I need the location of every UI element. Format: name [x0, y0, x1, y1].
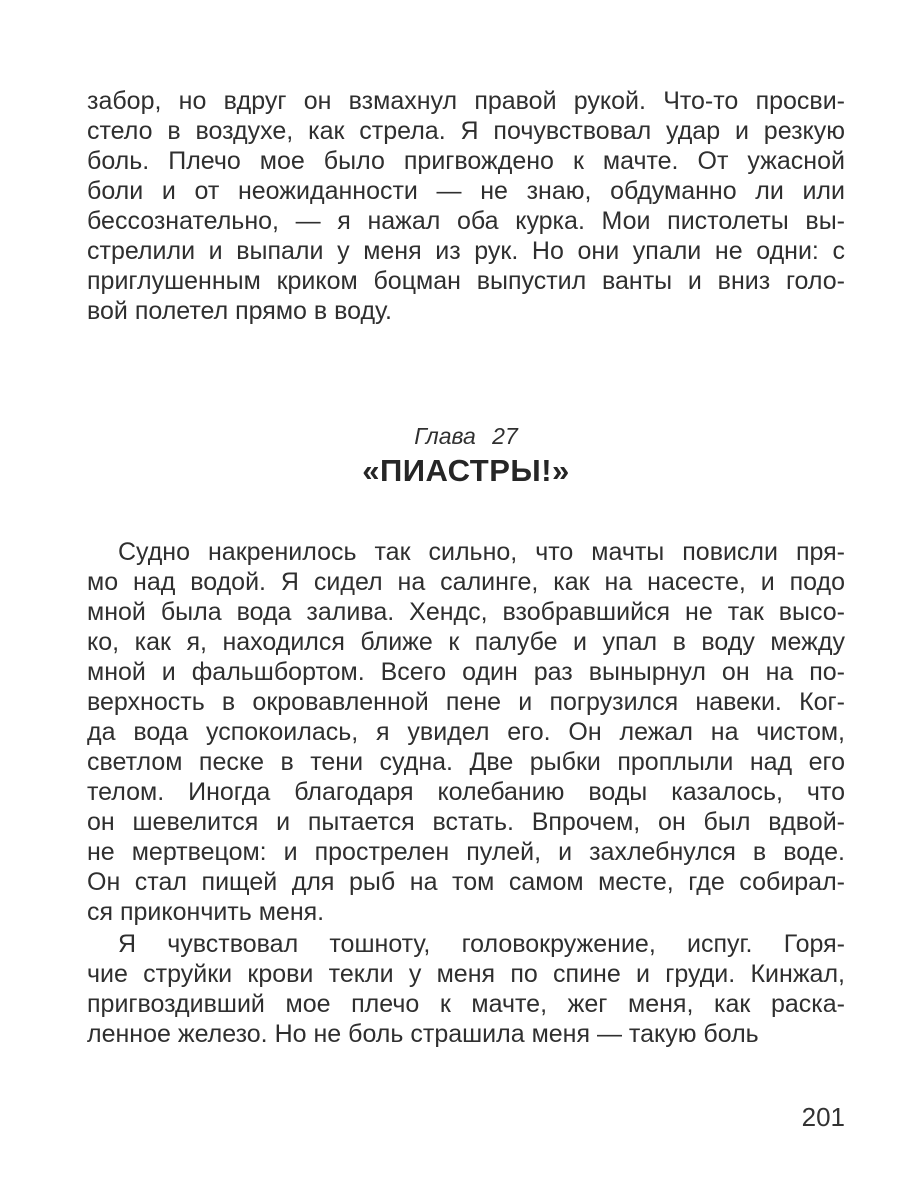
chapter-kicker: Глава 27 — [414, 423, 518, 449]
paragraph-continuation — [87, 86, 845, 326]
text-line: мо над водой. Я сидел на салинге, как на насесте, и подо — [87, 568, 845, 596]
text-line: стело в воздухе, как стрела. Я почувствовал удар и резкую — [87, 117, 845, 145]
text-line: забор, но вдруг он взмахнул правой рукой. Что-то просви- — [87, 87, 845, 115]
text-line: боли и от неожиданности — не знаю, обдуманно ли или — [87, 177, 845, 205]
text-line: он шевелится и пытается встать. Впрочем, он был вдвой- — [87, 808, 845, 836]
text-line: ко, как я, находился ближе к палубе и упал в воду между — [87, 628, 845, 656]
text-line: мной и фальшбортом. Всего один раз вынырнул он на по- — [87, 658, 845, 686]
text-line: мной была вода залива. Хендс, взобравшийся не так высо- — [87, 598, 845, 626]
page-number: 201 — [801, 1102, 845, 1132]
chapter-title: «ПИАСТРЫ!» — [362, 453, 570, 488]
text-line: Он стал пищей для рыб на том самом месте, где собирал- — [87, 868, 845, 896]
text-line: вой полетел прямо в воду. — [87, 297, 392, 325]
text-line: да вода успокоилась, я увидел его. Он лежал на чистом, — [87, 718, 845, 746]
text-line: стрелили и выпали у меня из рук. Но они упали не одни: с — [87, 237, 845, 265]
text-line: боль. Плечо мое было пригвождено к мачте. От ужасной — [87, 147, 845, 175]
chapter-heading — [87, 421, 845, 489]
chapter-body — [87, 537, 845, 1049]
text-line: чие струйки крови текли у меня по спине и груди. Кинжал, — [87, 960, 845, 988]
text-line: Судно накренилось так сильно, что мачты повисли пря- — [118, 538, 845, 566]
text-line: ся прикончить меня. — [87, 898, 325, 926]
paragraph — [87, 537, 845, 927]
text-line: пригвоздивший мое плечо к мачте, жег меня, как раска- — [87, 990, 845, 1018]
paragraph — [87, 929, 845, 1049]
text-line: Я чувствовал тошноту, головокружение, испуг. Горя- — [118, 930, 845, 958]
text-line: телом. Иногда благодаря колебанию воды казалось, что — [87, 778, 845, 806]
text-line: верхность в окровавленной пене и погрузился навеки. Ког- — [87, 688, 845, 716]
text-line: бессознательно, — я нажал оба курка. Мои пистолеты вы- — [87, 207, 845, 235]
text-line: ленное железо. Но не боль страшила меня — такую боль — [87, 1020, 759, 1048]
text-line: приглушенным криком боцман выпустил ванты и вниз голо- — [87, 267, 845, 295]
text-line: светлом песке в тени судна. Две рыбки проплыли над его — [87, 748, 845, 776]
text-line: не мертвецом: и прострелен пулей, и захлебнулся в воде. — [87, 838, 845, 866]
